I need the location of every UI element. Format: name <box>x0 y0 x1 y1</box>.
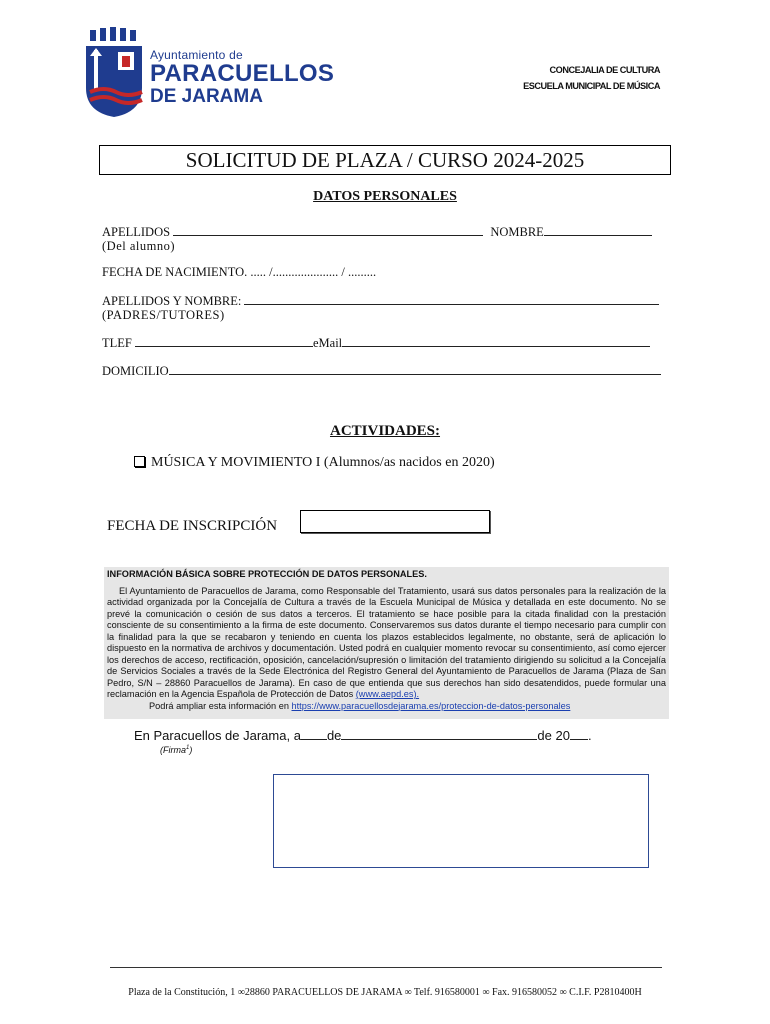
privacy-heading: INFORMACIÓN BÁSICA SOBRE PROTECCIÓN DE DATOS PERSONALES. <box>107 569 427 579</box>
address-label: DOMICILIO <box>102 364 169 378</box>
signature-box[interactable] <box>273 774 649 868</box>
nombre-input[interactable] <box>544 226 652 236</box>
day-input[interactable] <box>301 730 327 740</box>
tutors-note: (PADRES/TUTORES) <box>102 308 225 322</box>
address-row <box>102 364 661 378</box>
de-year: de 20 <box>537 728 570 743</box>
privacy-body <box>107 586 666 701</box>
phone-input[interactable] <box>135 337 313 347</box>
phone-label: TLEF <box>102 336 132 350</box>
municipal-logo <box>84 26 335 118</box>
email-label: eMail <box>312 336 343 350</box>
firma-footnote-mark: 1 <box>186 745 190 751</box>
checkbox-icon[interactable] <box>134 456 145 467</box>
logo-text <box>150 48 334 107</box>
personal-data-heading: DATOS PERSONALES <box>313 189 457 204</box>
apellidos-input[interactable] <box>173 226 483 236</box>
month-input[interactable] <box>341 730 537 740</box>
activity-option-label: MÚSICA Y MOVIMIENTO I (Alumnos/as nacidos en 2020) <box>151 455 495 470</box>
logo-line-2: PARACUELLOS <box>150 60 335 87</box>
activity-option[interactable] <box>134 455 495 471</box>
logo-line-3: DE JARAMA <box>150 86 263 107</box>
privacy-notice <box>104 567 669 719</box>
privacy-policy-link[interactable]: https://www.paracuellosdejarama.es/proteccion-de-datos-personales <box>291 700 571 711</box>
privacy-more-line <box>149 701 666 713</box>
privacy-more-text: Podrá ampliar esta información en <box>149 700 289 711</box>
address-input[interactable] <box>169 365 661 375</box>
contact-row <box>102 336 650 350</box>
nombre-label: NOMBRE <box>490 225 544 239</box>
department-line-1: CONCEJALIA DE CULTURA <box>549 65 660 75</box>
department-header <box>523 62 660 94</box>
student-name-row <box>102 225 652 253</box>
aepd-link[interactable]: (www.aepd.es). <box>355 689 420 699</box>
footer-divider <box>110 967 662 968</box>
signature-date-line <box>134 728 592 743</box>
firma-end: ) <box>189 745 193 755</box>
inscription-date-label: FECHA DE INSCRIPCIÓN <box>107 518 278 534</box>
place-prefix: En Paracuellos de Jarama, a <box>134 728 301 743</box>
form-title: SOLICITUD DE PLAZA / CURSO 2024-2025 <box>99 145 671 175</box>
logo-line-1: Ayuntamiento de <box>150 48 243 62</box>
firma-label: (Firma <box>160 745 186 755</box>
firma-note <box>160 745 192 755</box>
tutors-input[interactable] <box>244 295 659 305</box>
birth-date-field[interactable]: FECHA DE NACIMIENTO. ..... /..................... / ......... <box>102 265 377 279</box>
tutors-label: APELLIDOS Y NOMBRE: <box>102 294 242 308</box>
inscription-date-input[interactable] <box>300 510 490 533</box>
date-end: . <box>587 728 592 743</box>
department-line-2: ESCUELA MUNICIPAL DE MÚSICA <box>523 81 660 91</box>
de-1: de <box>326 728 342 743</box>
coat-of-arms-icon <box>84 26 146 118</box>
email-input[interactable] <box>342 337 650 347</box>
apellidos-label: APELLIDOS <box>102 225 171 239</box>
year-input[interactable] <box>570 730 588 740</box>
privacy-text: El Ayuntamiento de Paracuellos de Jarama, como Responsable del Tratamiento, usará sus datos personales para la realización de la actividad organizada por la Concejalía de Cultura a través de la Escuela Municipal de Música y detallada en este documento. No se prevé la comunicación o cesión de sus datos a terceros. El tratamiento se hace posible para la citada finalidad con la prestación consciente de su consentimiento a la firma de este documento. Conservaremos sus datos durante el tiempo necesario para cumplir con la finalidad para la que se recabaron y teniendo en cuenta los plazos establecidos legalmente, no obstante, será de aplicación lo dispuesto en la normativa de archivos y documentación. Usted podrá en cualquier momento revocar su consentimiento, así como ejercer los derechos de acceso, rectificación, oposición, cancelación/supresión o limitación del tratamiento dirigiendo su solicitud a la Concejalía de Servicios Sociales a través de la Sede Electrónica del Registro General del Ayuntamiento de Paracuellos de Jarama (Plaza de San Pedro, S/N – 28860 Paracuellos de Jarama). En caso de que entienda que sus derechos han sido desatendidos, puede formular una reclamación en la Agencia Española de Protección de Datos <box>107 585 666 699</box>
del-alumno-note: (Del alumno) <box>102 239 175 253</box>
tutors-row <box>102 294 659 322</box>
activities-heading: ACTIVIDADES: <box>329 423 441 439</box>
footer-address: Plaza de la Constitución, 1 ∞28860 PARACUELLOS DE JARAMA ∞ Telf. 916580001 ∞ Fax. 916580052 ∞ C.I.F. P2810400H <box>128 987 642 998</box>
